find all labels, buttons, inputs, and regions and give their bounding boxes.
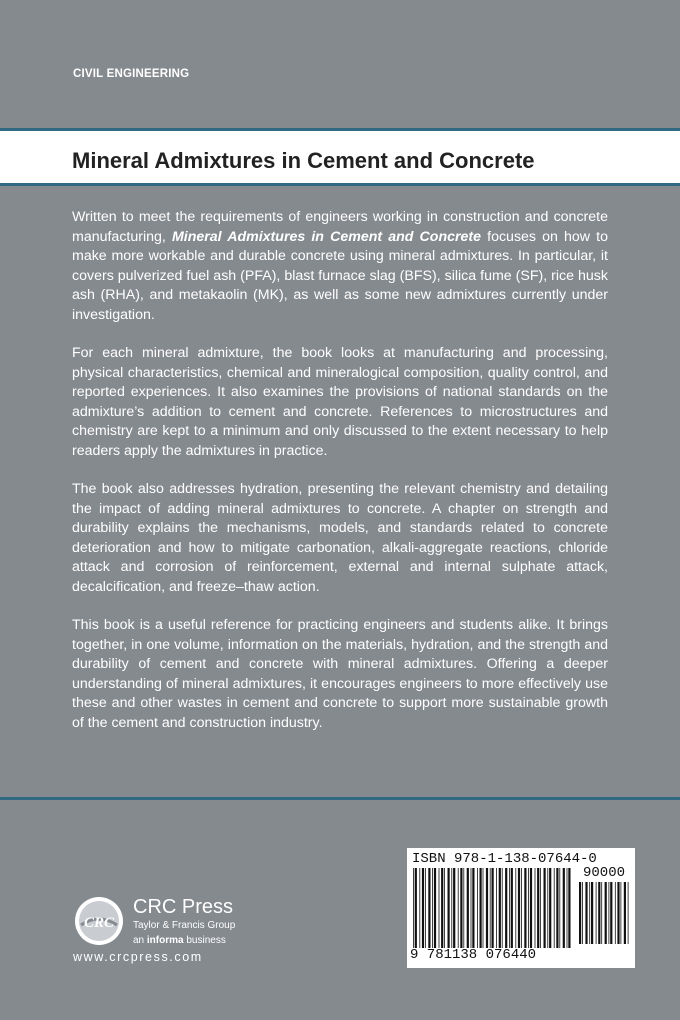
blurb-paragraph-2: For each mineral admixture, the book looks at manufacturing and processing, physical characteristics, chemical and mineralogical composition, quality control, and reported experiences. It also examines the provisions of national standards on the admixture’s addition to cement and concrete. References to microstructures and chemistry are kept to a minimum and only discussed to the extent necessary to help readers apply the admixtures in practice. <box>72 345 608 459</box>
publisher-business-line <box>133 935 226 946</box>
addon-barcode-bars <box>577 882 631 944</box>
book-title: Mineral Admixtures in Cement and Concrete <box>72 148 535 173</box>
blurb-paragraph-1 <box>72 208 608 325</box>
blurb-p1-rest: focuses on how to make more workable and durable concrete using mineral admixtures. In particular, it covers pulverized fuel ash (PFA), blast furnace slag (BFS), silica fume (SF), rice husk ash (RHA), and metakaolin (MK), as well as some new admixtures currently under investigation. <box>72 228 608 323</box>
business-suffix: business <box>183 935 226 946</box>
informa-brand: informa <box>146 935 184 946</box>
isbn-label: ISBN 978-1-138-07644-0 <box>412 851 597 867</box>
logo-text: CRC <box>83 915 115 931</box>
blurb-paragraph-4: This book is a useful reference for practicing engineers and students alike. It brings together, in one volume, information on the materials, hydration, and the strength and durability of cement and concrete with mineral admixtures. Offering a deeper understanding of mineral admixtures, it encourages engineers to more effectively use these and other wastes in cement and concrete to support more sustainable growth of the cement and construction industry. <box>72 617 608 731</box>
back-cover-blurb <box>72 208 608 752</box>
crc-logo-icon <box>73 895 125 947</box>
publisher-website: www.crcpress.com <box>73 950 203 964</box>
title-band <box>0 128 680 186</box>
barcode-digits: 9 781138 076440 <box>410 947 537 963</box>
publisher-name: CRC Press <box>133 896 234 918</box>
blurb-paragraph-3: The book also addresses hydration, presenting the relevant chemistry and detailing the impact of adding mineral admixtures to concrete. A chapter on strength and durability explains the mechanisms, models, and standards related to concrete deterioration and how to mitigate carbonation, alkali-aggregate reactions, chloride attack and corrosion of reinforcement, external and internal sulphate attack, decalcification, and freeze–thaw action. <box>72 481 608 595</box>
blurb-p1-title: Mineral Admixtures in Cement and Concrete <box>171 228 482 245</box>
isbn-barcode <box>407 848 635 968</box>
ean-barcode-bars <box>411 868 571 948</box>
blurb-p1-intro: Written to meet the requirements of engineers working in construction and concrete manufacturing, <box>72 209 608 245</box>
series-category: CIVIL ENGINEERING <box>73 68 190 80</box>
business-prefix: an <box>133 935 147 946</box>
divider-rule <box>0 797 680 800</box>
price-code: 90000 <box>583 865 626 881</box>
publisher-group: Taylor & Francis Group <box>133 920 236 931</box>
